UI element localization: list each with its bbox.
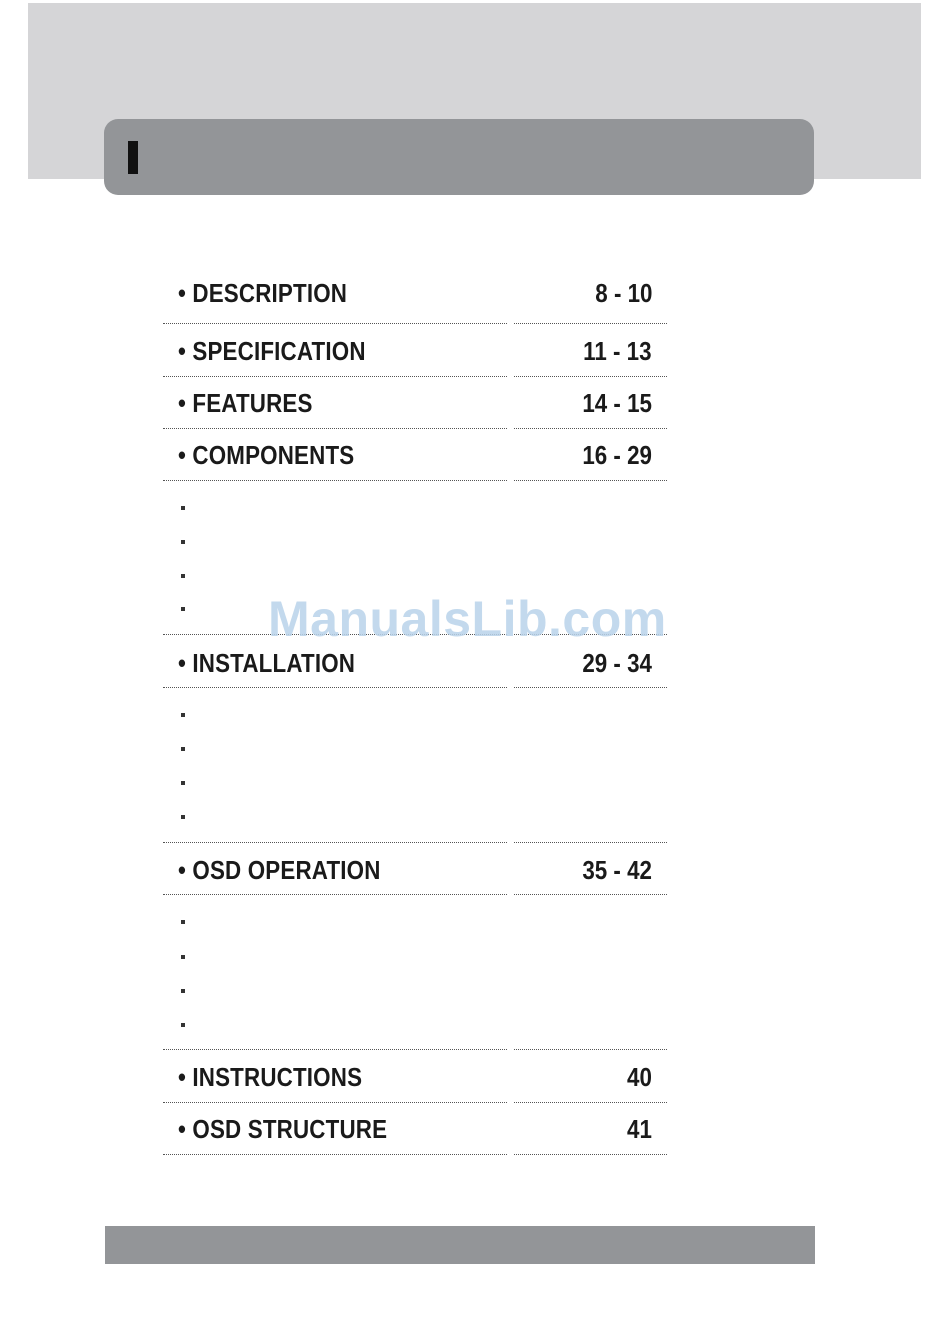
watermark: ManualsLib.com	[268, 591, 667, 647]
toc-entry-pages: 35 - 42	[582, 855, 652, 885]
sub-item-bullet	[181, 506, 185, 510]
sub-item-bullet	[181, 607, 185, 611]
footer-bar	[105, 1226, 815, 1264]
sub-item-bullet	[181, 815, 185, 819]
toc-entry-pages: 14 - 15	[582, 388, 652, 418]
toc-entry-installation[interactable]	[178, 648, 652, 688]
toc-entry-osd-structure[interactable]	[178, 1114, 652, 1154]
toc-entry-pages: 41	[627, 1114, 652, 1144]
toc-entry-label: • INSTRUCTIONS	[178, 1062, 363, 1092]
sub-item-bullet	[181, 989, 185, 993]
sub-item-bullet	[181, 955, 185, 959]
toc-entry-pages: 40	[627, 1062, 652, 1092]
sub-item-bullet	[181, 920, 185, 924]
toc-entry-label: • OSD STRUCTURE	[178, 1114, 388, 1144]
toc-entry-pages: 29 - 34	[582, 648, 652, 678]
toc-entry-pages: 11 - 13	[583, 336, 652, 366]
toc-entry-description[interactable]	[178, 278, 652, 318]
toc-entry-label: • DESCRIPTION	[178, 278, 348, 308]
toc-entry-instructions[interactable]	[178, 1062, 652, 1102]
sub-item-bullet	[181, 540, 185, 544]
toc-entry-osd-operation[interactable]	[178, 855, 652, 895]
toc-entry-label: • COMPONENTS	[178, 440, 355, 470]
toc-entry-label: • INSTALLATION	[178, 648, 356, 678]
sub-item-bullet	[181, 1023, 185, 1027]
toc-entry-specification[interactable]	[178, 336, 652, 376]
sub-item-bullet	[181, 781, 185, 785]
sub-item-bullet	[181, 713, 185, 717]
toc-entry-features[interactable]	[178, 388, 652, 428]
toc-entry-pages: 16 - 29	[582, 440, 652, 470]
toc-entry-label: • FEATURES	[178, 388, 313, 418]
toc-entry-pages: 8 - 10	[594, 278, 652, 308]
sub-item-bullet	[181, 747, 185, 751]
toc-entry-label: • OSD OPERATION	[178, 855, 381, 885]
toc-entry-components[interactable]	[178, 440, 652, 480]
toc-entry-label: • SPECIFICATION	[178, 336, 366, 366]
sub-item-bullet	[181, 574, 185, 578]
